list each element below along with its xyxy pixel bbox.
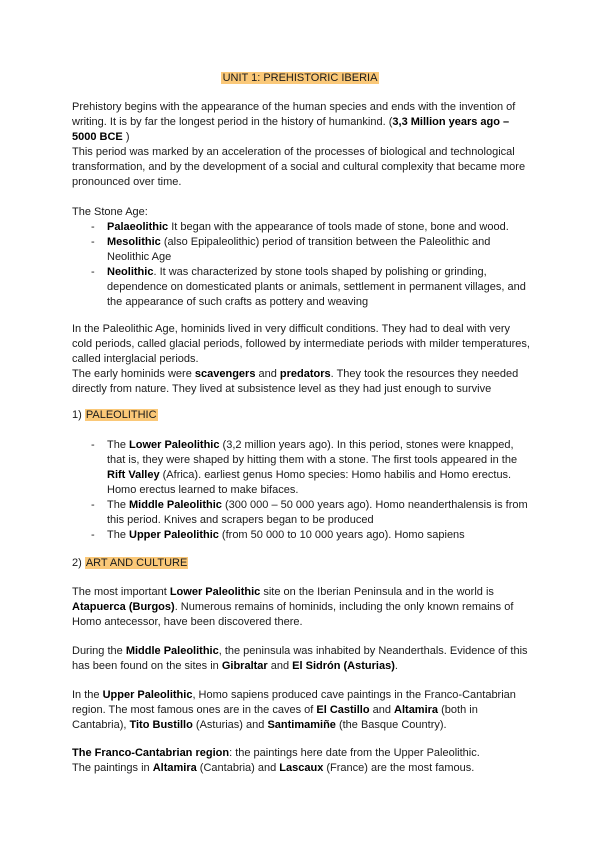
hominids-paragraph: The early hominids were scavengers and predators. They took the resources they needed directly from nature. They lived at subsistence level as they had just enough to survive (72, 368, 519, 395)
paleolithic-list (72, 438, 532, 543)
section-paleolithic-heading: 1) PALEOLITHIC (72, 409, 157, 421)
list-item: - Mesolithic (also Epipaleolithic) period of transition between the Paleolithic and Neolithic Age (72, 235, 532, 265)
stone-age-section (72, 205, 532, 310)
intro-section (72, 100, 532, 190)
list-item: - Palaeolithic It began with the appearance of tools made of stone, bone and wood. (72, 220, 532, 235)
intro-paragraph-2: This period was marked by an acceleration of the processes of biological and technological transformation, and by the development of a social and cultural complexity that became more pronounced over time. (72, 146, 526, 188)
art-paragraph-3: In the Upper Paleolithic, Homo sapiens produced cave paintings in the Franco-Cantabrian region. The most famous ones are in the caves of El Castillo and Altamira (both in Cantabria), Tito Bustillo (Asturias) and Santimamiñe (the Basque Country). (72, 689, 516, 731)
section-highlight: PALEOLITHIC (85, 409, 157, 421)
art-paragraph-4: The Franco-Cantabrian region: the paintings here date from the Upper Paleolithic. The paintings in Altamira (Cantabria) and Lascaux (France) are the most famous. (72, 747, 480, 774)
stone-age-heading: The Stone Age: (72, 206, 148, 218)
intro-paragraph: Prehistory begins with the appearance of the human species and ends with the invention of writing. It is by far the longest period in the history of humankind. (3,3 Million years ago – 5000 BCE ) (72, 101, 516, 143)
paleolithic-list-section (72, 438, 532, 543)
page-title (0, 71, 600, 86)
art-paragraph-2: During the Middle Paleolithic, the peninsula was inhabited by Neanderthals. Evidence of this has been found on the sites in Gibraltar and El Sidrón (Asturias). (72, 645, 528, 672)
list-item: - Neolithic. It was characterized by stone tools shaped by polishing or grinding, dependence on domesticated plants or animals, settlement in permanent villages, and the appearance of such crafts as pottery and weaving (72, 265, 532, 310)
list-item: - The Middle Paleolithic (300 000 – 50 000 years ago). Homo neanderthalensis is from this period. Knives and scrapers began to be produced (72, 498, 532, 528)
conditions-paragraph: In the Paleolithic Age, hominids lived in very difficult conditions. They had to deal with very cold periods, called glacial periods, followed by intermediate periods with milder temperatures, called interglacial periods. (72, 323, 530, 365)
conditions-section (72, 322, 532, 397)
art-paragraph-1: The most important Lower Paleolithic site on the Iberian Peninsula and in the world is Atapuerca (Burgos). Numerous remains of hominids, including the only known remains of Homo antecessor, have been discovered there. (72, 586, 514, 628)
section-art-heading: 2) ART AND CULTURE (72, 557, 188, 569)
section-highlight: ART AND CULTURE (85, 557, 188, 569)
stone-age-list (72, 220, 532, 310)
list-item: - The Upper Paleolithic (from 50 000 to 10 000 years ago). Homo sapiens (72, 528, 532, 543)
title-highlight: UNIT 1: PREHISTORIC IBERIA (222, 72, 378, 84)
date-range: 3,3 Million years ago – 5000 BCE (72, 116, 510, 143)
list-item: - The Lower Paleolithic (3,2 million years ago). In this period, stones were knapped, that is, they were shaped by hitting them with a stone. The first tools appeared in the Rift Valley (Africa). earliest genus Homo species: Homo habilis and Homo erectus. Homo erectus learned to make bifaces. (72, 438, 532, 498)
